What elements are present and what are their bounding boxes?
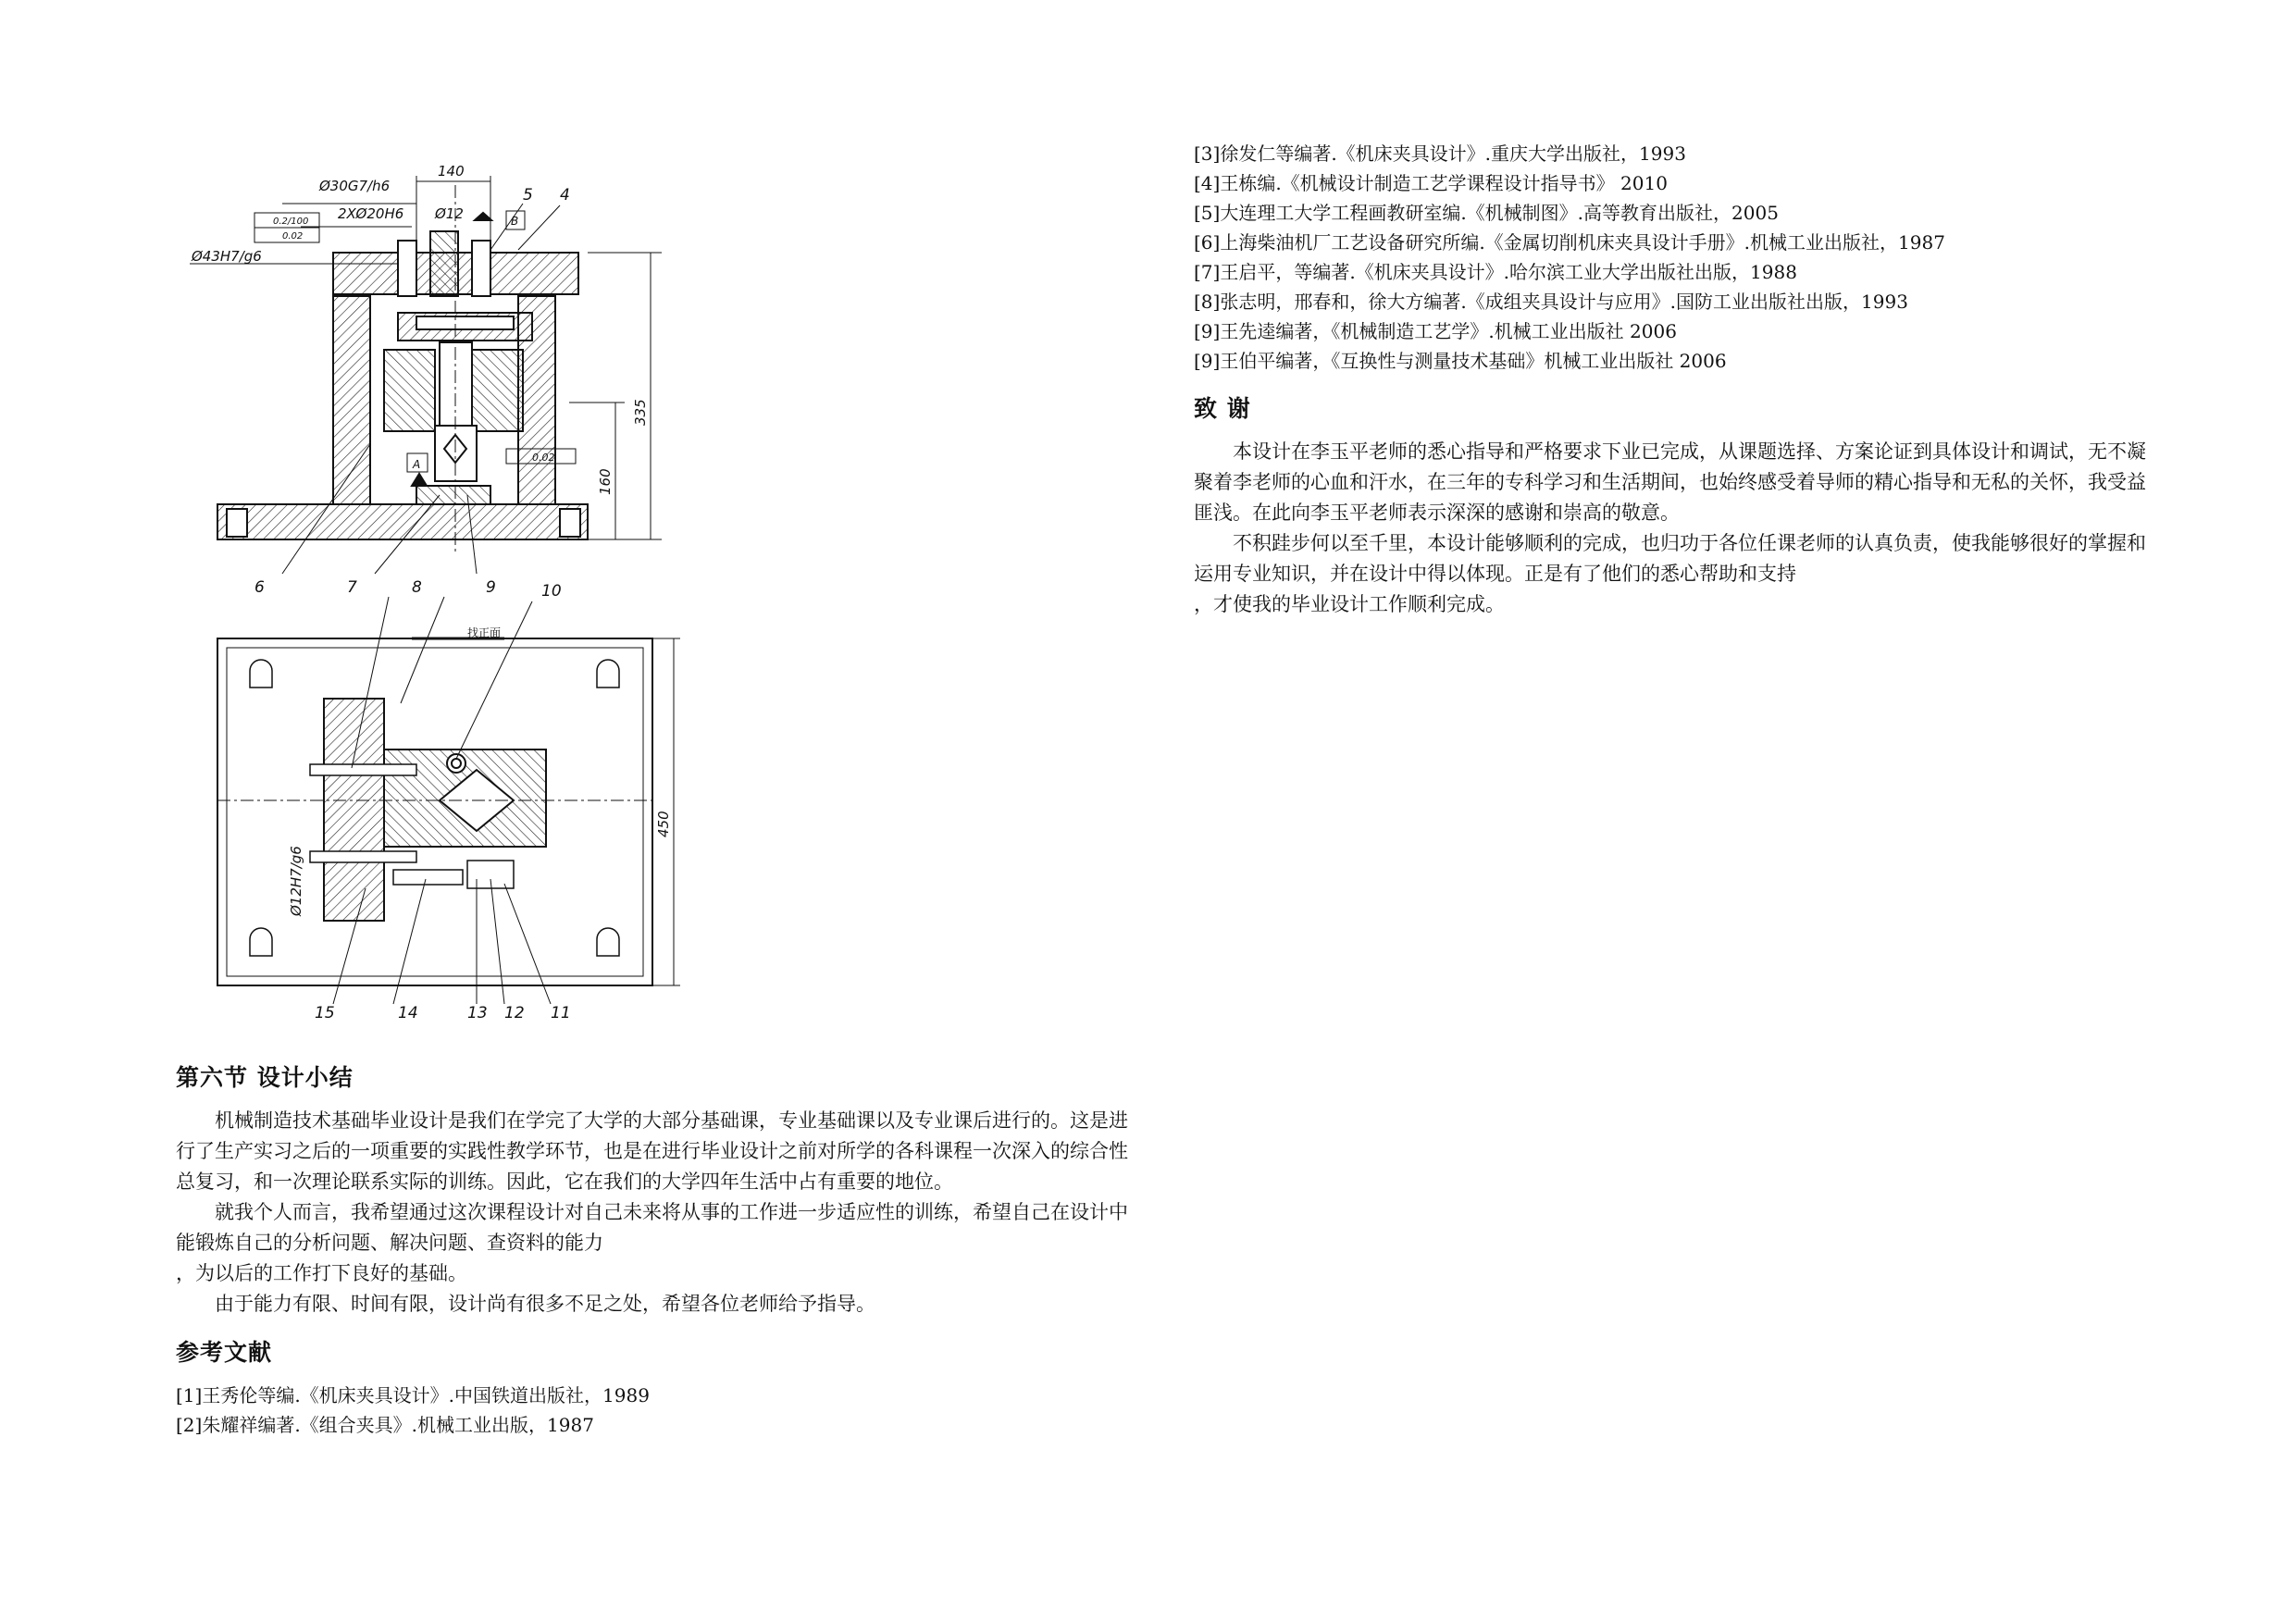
part-number: 15 bbox=[315, 1004, 335, 1022]
left-text-column bbox=[176, 1059, 1129, 1440]
dim-d20: 2XØ20H6 bbox=[338, 205, 404, 222]
references-list bbox=[176, 1381, 1129, 1440]
reference-item: [3]徐发仁等编著.《机床夹具设计》.重庆大学出版社，1993 bbox=[1194, 142, 1686, 165]
tol-2: 0.02 bbox=[282, 231, 304, 242]
reference-item: [9]王先逵编著，《机械制造工艺学》.机械工业出版社 2006 bbox=[1194, 320, 1677, 342]
reference-item: [1]王秀伦等编.《机床夹具设计》.中国铁道出版社，1989 bbox=[176, 1384, 650, 1406]
reference-item: [7]王启平，等编著.《机床夹具设计》.哈尔滨工业大学出版社出版，1988 bbox=[1194, 261, 1797, 283]
dim-450: 450 bbox=[655, 811, 672, 837]
reference-item: [4]王栋编.《机械设计制造工艺学课程设计指导书》 2010 bbox=[1194, 172, 1668, 194]
reference-item: [9]王伯平编著，《互换性与测量技术基础》机械工业出版社 2006 bbox=[1194, 350, 1727, 372]
reference-item: [2]朱耀祥编著.《组合夹具》.机械工业出版，1987 bbox=[176, 1414, 594, 1436]
part-number: 5 bbox=[523, 186, 533, 204]
part-number: 12 bbox=[504, 1004, 525, 1022]
summary-paragraph: ，为以后的工作打下良好的基础。 bbox=[176, 1262, 467, 1284]
datum-a: A bbox=[413, 458, 421, 471]
reference-item: [8]张志明，邢春和，徐大方编著.《成组夹具设计与应用》.国防工业出版社出版，1993 bbox=[1194, 291, 1908, 313]
part-number: 4 bbox=[560, 186, 570, 204]
part-number: 9 bbox=[486, 578, 496, 597]
thanks-paragraph: 不积跬步何以至千里，本设计能够顺利的完成，也归功于各位任课老师的认真负责，使我能够很好的掌握和运用专业知识，并在设计中得以体现。正是有了他们的悉心帮助和支持 bbox=[1194, 532, 2146, 585]
part-number: 10 bbox=[541, 582, 562, 601]
part-number: 11 bbox=[551, 1004, 571, 1022]
dim-d12: Ø12 bbox=[435, 205, 464, 222]
references-list-continued bbox=[1194, 139, 2156, 376]
summary-paragraph: 就我个人而言，我希望通过这次课程设计对自己未来将从事的工作进一步适应性的训练，希望自己在设计中能锻炼自己的分析问题、解决问题、查资料的能力 bbox=[176, 1201, 1128, 1254]
reference-item: [5]大连理工大学工程画教研室编.《机械制图》.高等教育出版社，2005 bbox=[1194, 202, 1779, 224]
drawing-svg bbox=[162, 148, 1198, 1036]
dim-335: 335 bbox=[632, 399, 649, 426]
part-number: 8 bbox=[412, 578, 422, 597]
mark-label: 找正面 bbox=[467, 626, 502, 639]
summary-paragraph: 机械制造技术基础毕业设计是我们在学完了大学的大部分基础课，专业基础课以及专业课后进行的。这是进行了生产实习之后的一项重要的实践性教学环节，也是在进行毕业设计之前对所学的各科课程一次深入的综合性总复习，和一次理论联系实际的训练。因此，它在我们的大学四年生活中占有重要的地位。 bbox=[176, 1109, 1128, 1193]
dim-d43: Ø43H7/g6 bbox=[192, 248, 262, 265]
dim-140: 140 bbox=[438, 163, 465, 180]
thanks-paragraph: ，才使我的毕业设计工作顺利完成。 bbox=[1194, 593, 1505, 615]
references-heading: 参考文献 bbox=[176, 1339, 273, 1366]
fixture-assembly-drawing bbox=[162, 148, 1198, 1036]
thanks-heading: 致 谢 bbox=[1194, 395, 1251, 422]
part-number: 7 bbox=[347, 578, 357, 597]
dim-d30: Ø30G7/h6 bbox=[319, 178, 391, 194]
thanks-paragraph: 本设计在李玉平老师的悉心指导和严格要求下业已完成，从课题选择、方案论证到具体设计和调试，无不凝聚着李老师的心血和汗水，在三年的专科学习和生活期间，也始终感受着导师的精心指导和无私的关怀，我受益匪浅。在此向李玉平老师表示深深的感谢和崇高的敬意。 bbox=[1194, 440, 2146, 524]
front-section-view bbox=[190, 176, 662, 574]
dim-160: 160 bbox=[597, 468, 614, 495]
part-number: 13 bbox=[467, 1004, 488, 1022]
part-number: 14 bbox=[398, 1004, 418, 1022]
dim-d12b: Ø12H7/g6 bbox=[288, 846, 304, 916]
part-number: 6 bbox=[254, 578, 265, 597]
tol-3: 0.02 bbox=[532, 452, 555, 464]
right-text-column bbox=[1194, 139, 2156, 620]
reference-item: [6]上海柴油机厂工艺设备研究所编.《金属切削机床夹具设计手册》.机械工业出版社，1987 bbox=[1194, 231, 1945, 254]
tol-1: 0.2/100 bbox=[273, 217, 309, 227]
summary-heading: 第六节 设计小结 bbox=[176, 1064, 354, 1091]
plan-view bbox=[217, 597, 680, 1004]
datum-b: B bbox=[511, 215, 519, 228]
summary-paragraph: 由于能力有限、时间有限，设计尚有很多不足之处，希望各位老师给予指导。 bbox=[215, 1293, 875, 1315]
